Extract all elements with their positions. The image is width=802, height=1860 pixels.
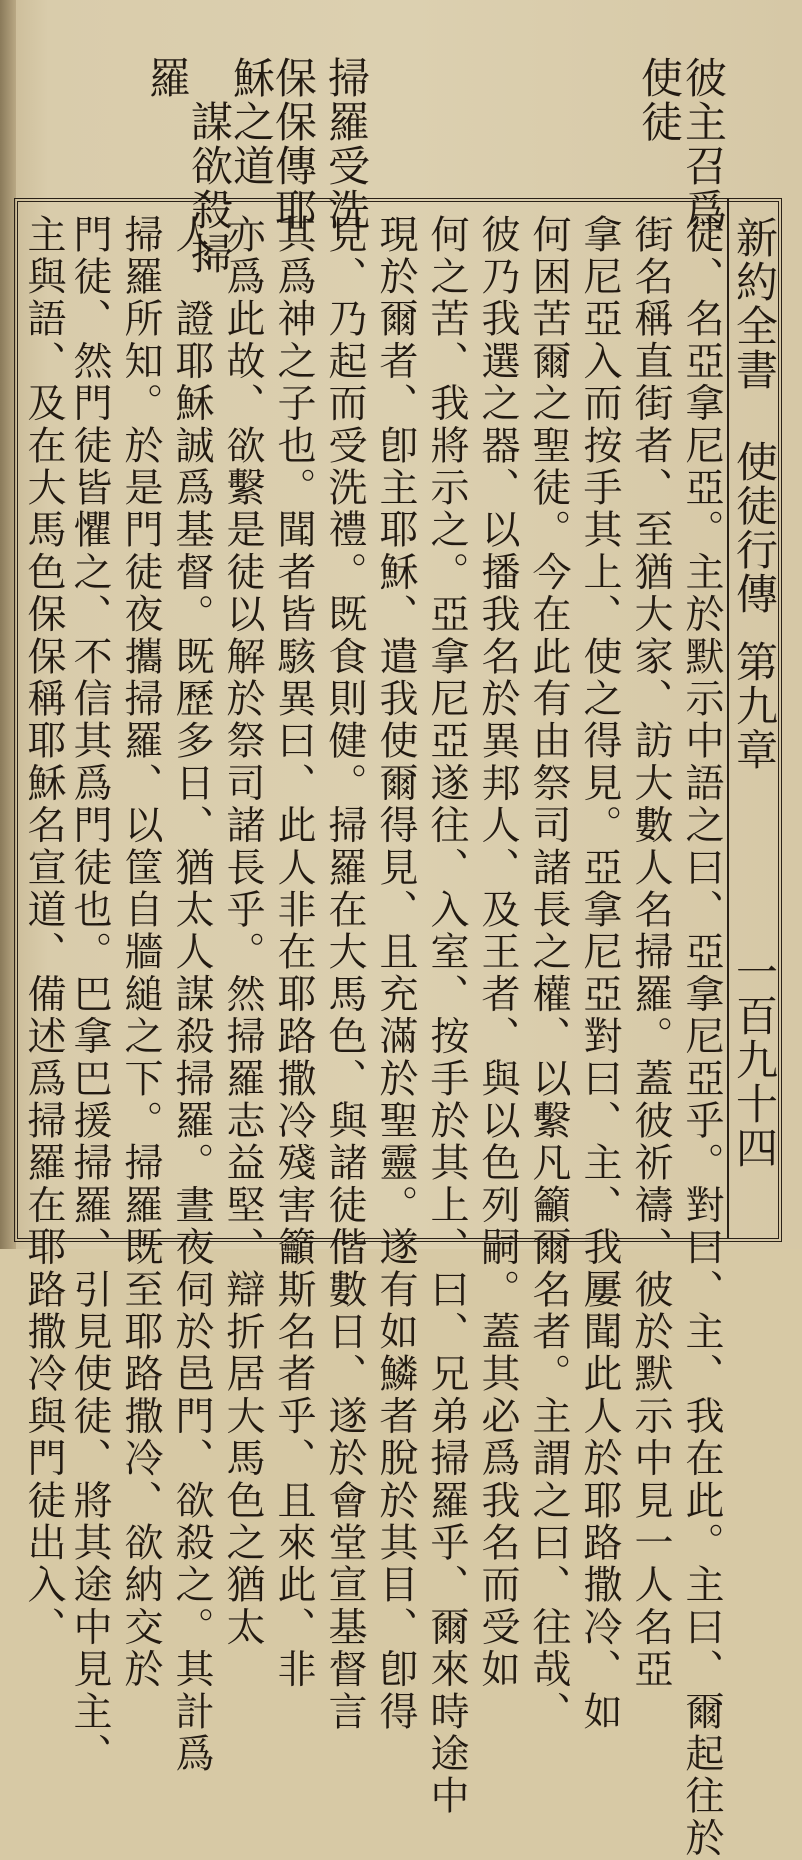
text-column: 人、證耶穌誠爲基督。既歷多日、猶太人謀殺掃羅。晝夜伺於邑門、欲殺之。其計爲 xyxy=(169,214,214,1776)
sidenote: 羅 xyxy=(143,56,192,100)
sidenote: 使徒 xyxy=(635,56,684,144)
text-column: 徒、名亞拿尼亞。主於默示中語之曰、亞拿尼亞乎。對曰、主、我在此。主曰、爾起往於 xyxy=(679,214,724,1860)
sidenote: 穌之道 xyxy=(227,56,276,188)
sidenote: 保保傳耶 xyxy=(269,56,318,232)
sidenote: 掃羅受洗 xyxy=(322,56,371,232)
text-column: 門徒、然門徒皆懼之、不信其爲門徒也。巴拿巴援掃羅、引見使徒、將其途中見主、 xyxy=(67,214,112,1776)
page-number: 一百九十四 xyxy=(730,950,779,1170)
text-column: 拿尼亞入而按手其上、使之得見。亞拿尼亞對曰、主、我屢聞此人於耶路撒冷、如 xyxy=(577,214,622,1734)
text-column: 何之苦、我將示之。亞拿尼亞遂往、入室、按手於其上、曰、兄弟掃羅乎、爾來時途中 xyxy=(424,214,469,1818)
sidenote: 彼主召爲 xyxy=(679,56,728,232)
header-divider xyxy=(727,198,729,1238)
text-column: 何困苦爾之聖徒。今在此有由祭司諸長之權、以繫凡籲爾名者。主謂之曰、往哉、 xyxy=(526,214,571,1734)
text-column: 現於爾者、卽主耶穌、遣我使爾得見、且充滿於聖靈。遂有如鱗者脫於其目、卽得 xyxy=(373,214,418,1734)
book-title: 新約全書 xyxy=(730,216,779,392)
sidenote: 謀欲殺掃 xyxy=(185,100,234,276)
text-column: 見、乃起而受洗禮。既食則健。掃羅在大馬色、與諸徒偕數日、遂於會堂宣基督言 xyxy=(322,214,367,1734)
text-column: 街名稱直街者、至猶大家、訪大數人名掃羅。蓋彼祈禱、彼於默示中見一人名亞 xyxy=(628,214,673,1691)
chapter-heading: 第九章 xyxy=(730,640,779,772)
text-column: 彼乃我選之器、以播我名於異邦人、及王者、與以色列嗣。蓋其必爲我名而受如 xyxy=(475,214,520,1691)
text-column: 其爲神之子也。聞者皆駭異曰、此人非在耶路撒冷殘害籲斯名者乎、且來此、非 xyxy=(271,214,316,1691)
text-column: 掃羅所知。於是門徒夜攜掃羅、以筐自牆縋之下。掃羅既至耶路撒冷、欲納交於 xyxy=(118,214,163,1691)
text-column: 主與語、及在大馬色保保稱耶穌名宣道、備述爲掃羅在耶路撒冷與門徒出入、 xyxy=(21,214,66,1649)
text-column: 亦爲此故、欲繫是徒以解於祭司諸長乎。然掃羅志益堅、辯折居大馬色之猶太 xyxy=(220,214,265,1649)
book-name: 使徒行傳 xyxy=(730,440,779,616)
